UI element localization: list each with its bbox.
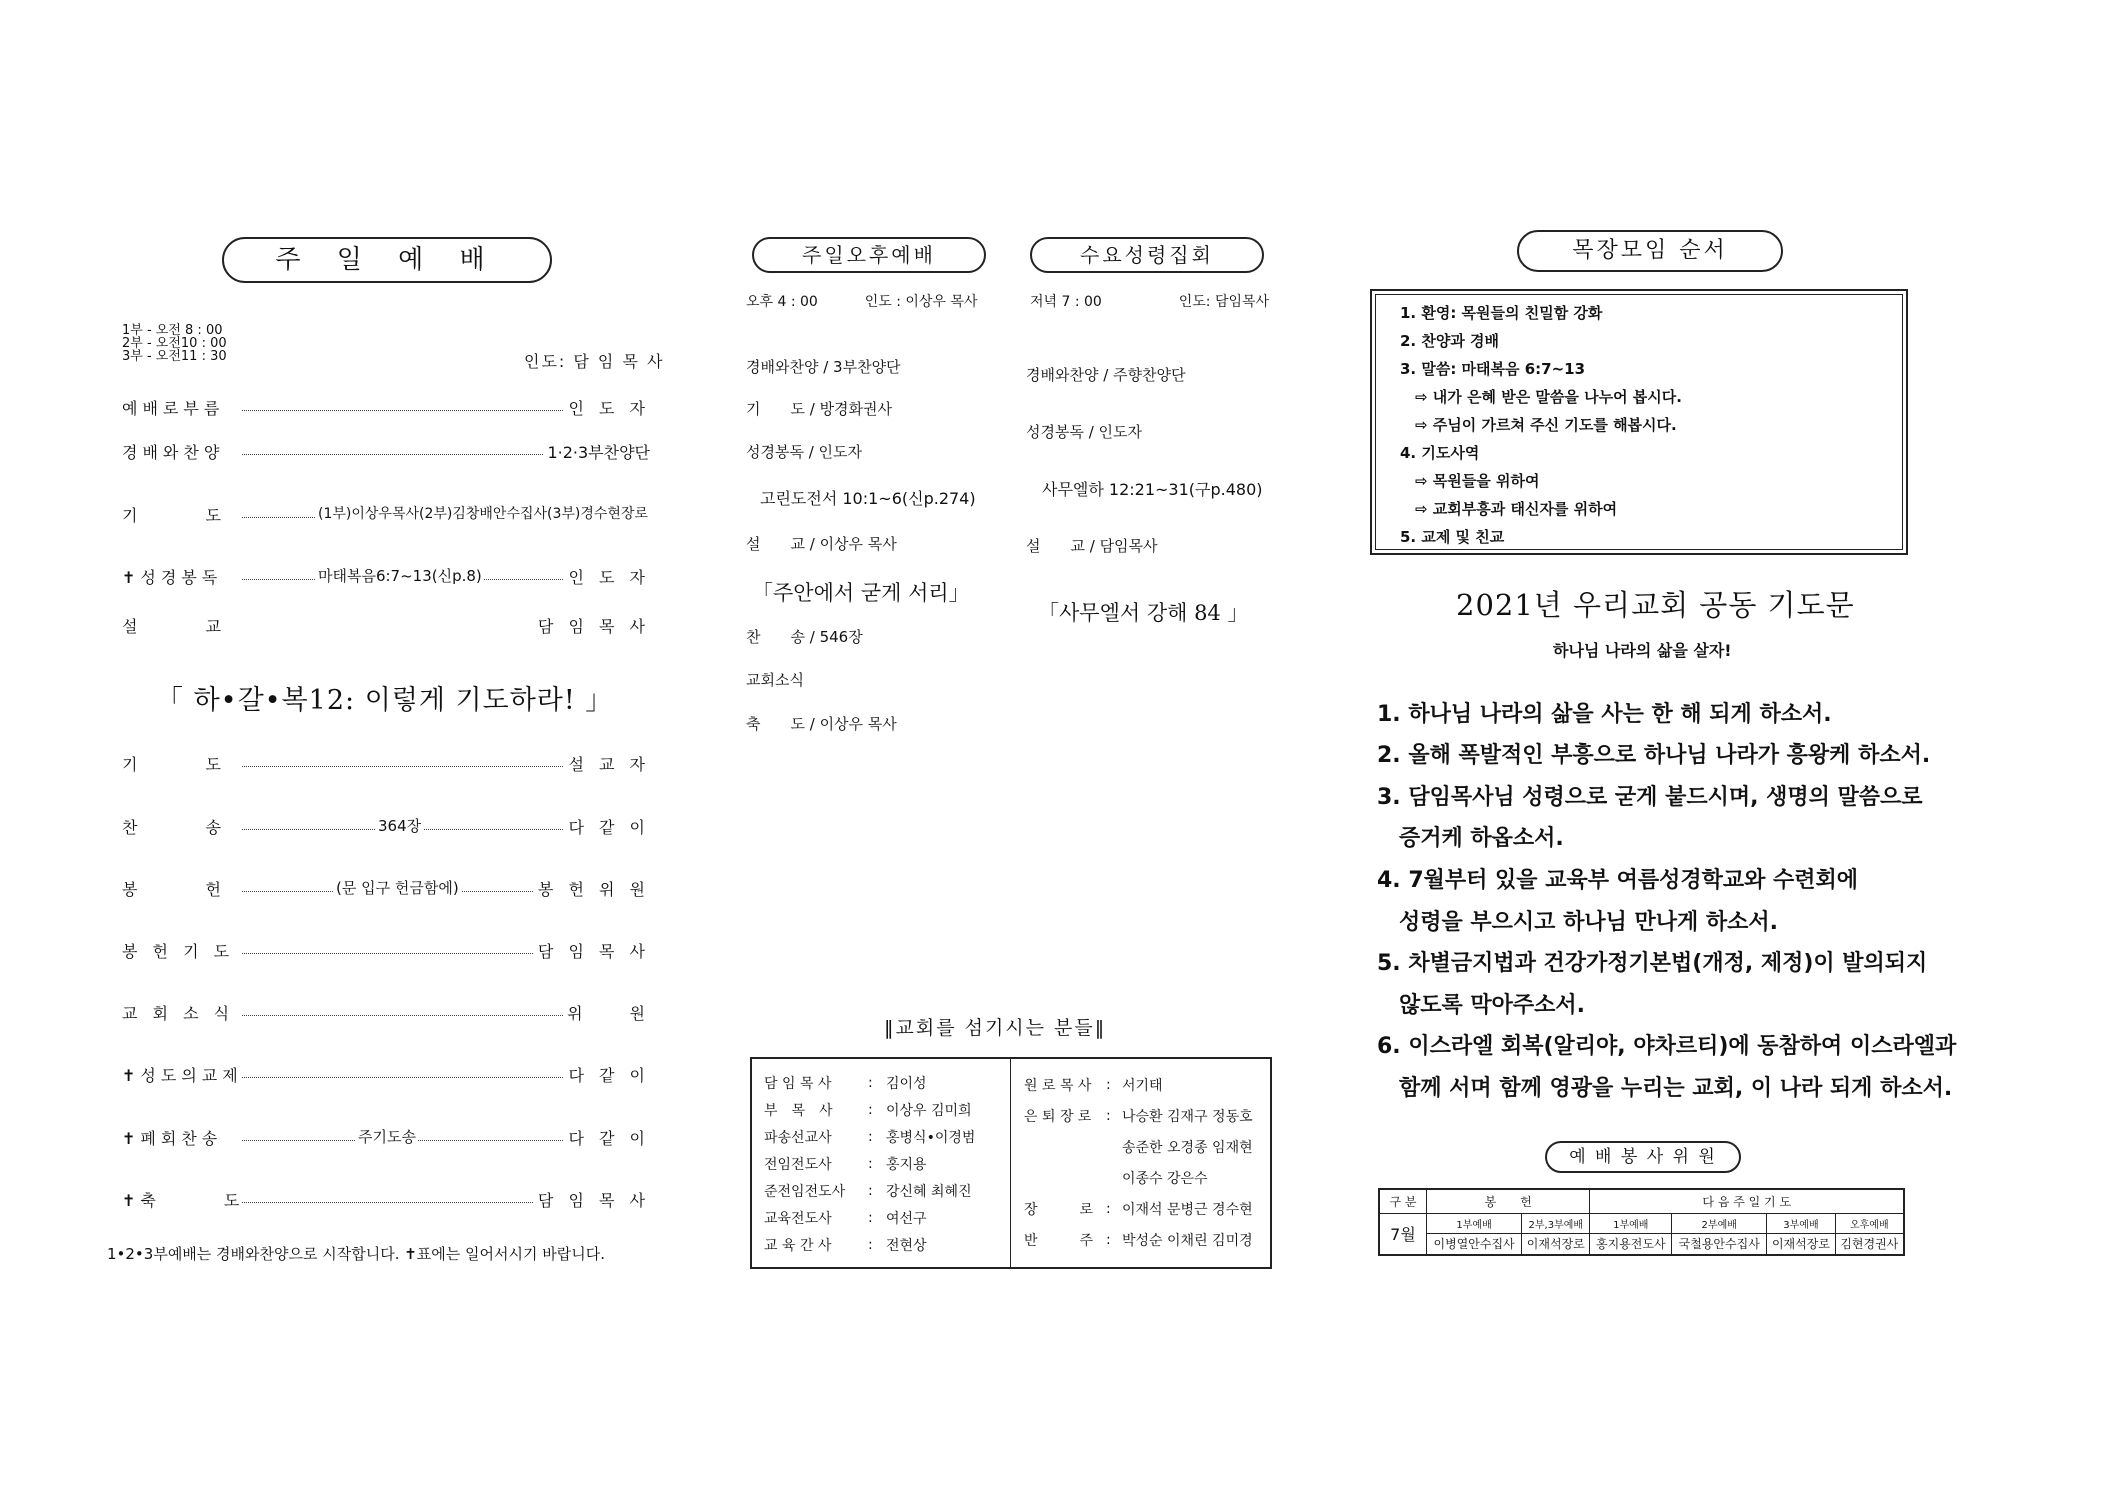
list-item: 경배와찬양 / 주향찬양단 — [1026, 366, 1186, 384]
list-item: 성경봉독 / 인도자 — [746, 443, 863, 461]
table-cell: 2부예배 — [1672, 1213, 1767, 1233]
staff-row: 장 로 : 이재석 문병근 경수현 — [1024, 1200, 1253, 1218]
staff-row: 원 로 목 사 : 서기태 — [1024, 1076, 1163, 1094]
time-3: 3부 - 오전11 : 30 — [122, 349, 227, 364]
staff-row: 송준한 오경종 임재현 — [1122, 1139, 1253, 1156]
list-item: 성경봉독 / 인도자 — [1026, 423, 1143, 441]
table-header: 구 분 — [1379, 1189, 1427, 1213]
month-cell: 7월 — [1379, 1213, 1427, 1255]
list-item: 기 도 / 방경화권사 — [746, 400, 893, 418]
list-item: 사무엘하 12:21~31(구p.480) — [1042, 480, 1263, 499]
table-cell: 2부,3부예배 — [1522, 1213, 1590, 1233]
table-cell: 이재석장로 — [1767, 1233, 1835, 1255]
service-committee-table — [1378, 1188, 1905, 1256]
service-committee-title: 예 배 봉 사 위 원 — [1545, 1141, 1741, 1173]
prayer-line: 않도록 막아주소서. — [1377, 993, 1586, 1018]
table-cell: 3부예배 — [1767, 1213, 1835, 1233]
table-cell: 김현경권사 — [1835, 1233, 1904, 1255]
prayer-line: 증거케 하옵소서. — [1377, 826, 1564, 851]
table-cell: 오후예배 — [1835, 1213, 1904, 1233]
list-item: 찬 송 / 546장 — [746, 628, 863, 646]
staff-row: 전임전도사 : 홍지용 — [764, 1155, 927, 1173]
order-row: 봉 헌 기 도 담 임 목 사 — [122, 939, 650, 963]
list-item: 설 교 / 담임목사 — [1026, 537, 1158, 555]
prayer-line: 3. 담임목사님 성령으로 굳게 붙드시며, 생명의 말씀으로 — [1377, 785, 1923, 810]
afternoon-time: 오후 4 : 00 — [746, 294, 818, 310]
prayer-line: 1. 하나님 나라의 삶을 사는 한 해 되게 하소서. — [1377, 702, 1832, 727]
staff-row: 교육전도사 : 여선구 — [764, 1209, 927, 1227]
wednesday-header — [1030, 291, 1269, 311]
afternoon-header — [746, 291, 978, 311]
list-item: 교회소식 — [746, 671, 804, 689]
order-row: 기 도 (1부)이상우목사(2부)김창배안수집사(3부)경수현장로 — [122, 503, 650, 527]
table-cell: 이병열안수집사 — [1427, 1233, 1522, 1255]
prayer-line: 함께 서며 함께 영광을 누리는 교회, 이 나라 되게 하소서. — [1377, 1076, 1953, 1101]
prayer-line: 5. 차별금지법과 건강가정기본법(개정, 제정)이 발의되지 — [1377, 951, 1928, 976]
list-item: 4. 기도사역 — [1400, 444, 1480, 462]
order-row: 기 도 설 교 자 — [122, 752, 650, 776]
prayer-line: 2. 올해 폭발적인 부흥으로 하나님 나라가 흥왕케 하소서. — [1377, 743, 1931, 768]
wednesday-time: 저녁 7 : 00 — [1030, 294, 1102, 310]
order-row: 찬 송 364장 다 같 이 — [122, 817, 650, 837]
order-row: ✝성도의교제 다 같 이 — [122, 1063, 650, 1087]
footnote: 1•2•3부예배는 경배와찬양으로 시작합니다. ✝표에는 일어서시기 바랍니다. — [107, 1245, 605, 1263]
list-item: ⇨ 내가 은혜 받은 말씀을 나누어 봅시다. — [1400, 388, 1682, 406]
table-cell: 1부예배 — [1427, 1213, 1522, 1233]
prayer-title: 2021년 우리교회 공동 기도문 — [1456, 588, 1855, 622]
staff-row: 교 육 간 사 : 전현상 — [764, 1236, 927, 1254]
list-item: ⇨ 교회부흥과 태신자를 위하여 — [1400, 500, 1618, 518]
table-header: 다 음 주 일 기 도 — [1590, 1189, 1904, 1213]
order-row: 설 교 담 임 목 사 — [122, 614, 650, 638]
order-row: 경배와찬양 1·2·3부찬양단 — [122, 440, 650, 464]
wednesday-leader: 인도: 담임목사 — [1178, 294, 1270, 310]
list-item: 1. 환영: 목원들의 친밀함 강화 — [1400, 304, 1603, 322]
list-item: 설 교 / 이상우 목사 — [746, 535, 897, 553]
afternoon-sermon-title: 「주안에서 굳게 서리」 — [752, 581, 970, 605]
list-item: 5. 교제 및 친교 — [1400, 528, 1505, 546]
worship-leader: 인도: 담 임 목 사 — [524, 352, 665, 371]
staff-row: 이종수 강은수 — [1122, 1170, 1208, 1187]
sunday-worship-title: 주 일 예 배 — [222, 237, 552, 283]
afternoon-leader: 인도 : 이상우 목사 — [864, 294, 978, 310]
table-cell: 이재석장로 — [1522, 1233, 1590, 1255]
order-row: ✝축 도 담 임 목 사 — [122, 1188, 650, 1212]
service-times — [122, 324, 227, 363]
table-cell: 홍지용전도사 — [1590, 1233, 1672, 1255]
list-item: 경배와찬양 / 3부찬양단 — [746, 358, 901, 376]
staff-title: ‖교회를 섬기시는 분들‖ — [884, 1017, 1107, 1039]
table-cell: 국철용안수집사 — [1672, 1233, 1767, 1255]
afternoon-worship-title: 주일오후예배 — [752, 237, 986, 273]
staff-row: 파송선교사 : 홍병식•이경범 — [764, 1128, 976, 1146]
order-row: ✝폐회찬송 주기도송 다 같 이 — [122, 1128, 650, 1148]
list-item: 2. 찬양과 경배 — [1400, 332, 1500, 350]
time-1: 1부 - 오전 8 : 00 — [122, 323, 223, 338]
staff-row: 반 주 : 박성순 이채린 김미경 — [1024, 1231, 1253, 1249]
mokjang-title: 목장모임 순서 — [1517, 230, 1783, 272]
order-row: ✝성경봉독 마태복음6:7~13(신p.8) 인 도 자 — [122, 567, 650, 587]
table-cell: 1부예배 — [1590, 1213, 1672, 1233]
list-item: 3. 말씀: 마태복음 6:7~13 — [1400, 360, 1586, 378]
list-item: ⇨ 주님이 가르쳐 주신 기도를 해봅시다. — [1400, 416, 1677, 434]
order-row: 봉 헌 (문 입구 헌금함에) 봉 헌 위 원 — [122, 879, 650, 899]
staff-box — [750, 1057, 1272, 1269]
mokjang-box — [1370, 289, 1908, 555]
wednesday-sermon-title: 「사무엘서 강해 84 」 — [1038, 601, 1249, 625]
order-row: 예배로부름 인 도 자 — [122, 396, 650, 420]
staff-row: 담 임 목 사 : 김이성 — [764, 1074, 927, 1092]
staff-row: 준전임전도사 : 강신혜 최혜진 — [764, 1182, 972, 1200]
prayer-subtitle: 하나님 나라의 삶을 살자! — [1553, 641, 1732, 660]
sermon-title: 「 하•갈•복12: 이렇게 기도하라! 」 — [156, 685, 614, 716]
prayer-line: 4. 7월부터 있을 교육부 여름성경학교와 수련회에 — [1377, 868, 1859, 893]
staff-row: 부 목 사 : 이상우 김미희 — [764, 1101, 972, 1119]
list-item: ⇨ 목원들을 위하여 — [1400, 472, 1540, 490]
list-item: 축 도 / 이상우 목사 — [746, 715, 897, 733]
table-header: 봉 헌 — [1427, 1189, 1590, 1213]
prayer-line: 성령을 부으시고 하나님 만나게 하소서. — [1377, 910, 1779, 935]
list-item: 고린도전서 10:1~6(신p.274) — [760, 489, 976, 508]
staff-row: 은 퇴 장 로 : 나승환 김재구 정동호 — [1024, 1107, 1253, 1125]
order-row: 교 회 소 식 위 원 — [122, 1001, 650, 1025]
time-2: 2부 - 오전10 : 00 — [122, 336, 227, 351]
prayer-line: 6. 이스라엘 회복(알리야, 야차르티)에 동참하여 이스라엘과 — [1377, 1034, 1957, 1059]
wednesday-service-title: 수요성령집회 — [1030, 237, 1264, 273]
